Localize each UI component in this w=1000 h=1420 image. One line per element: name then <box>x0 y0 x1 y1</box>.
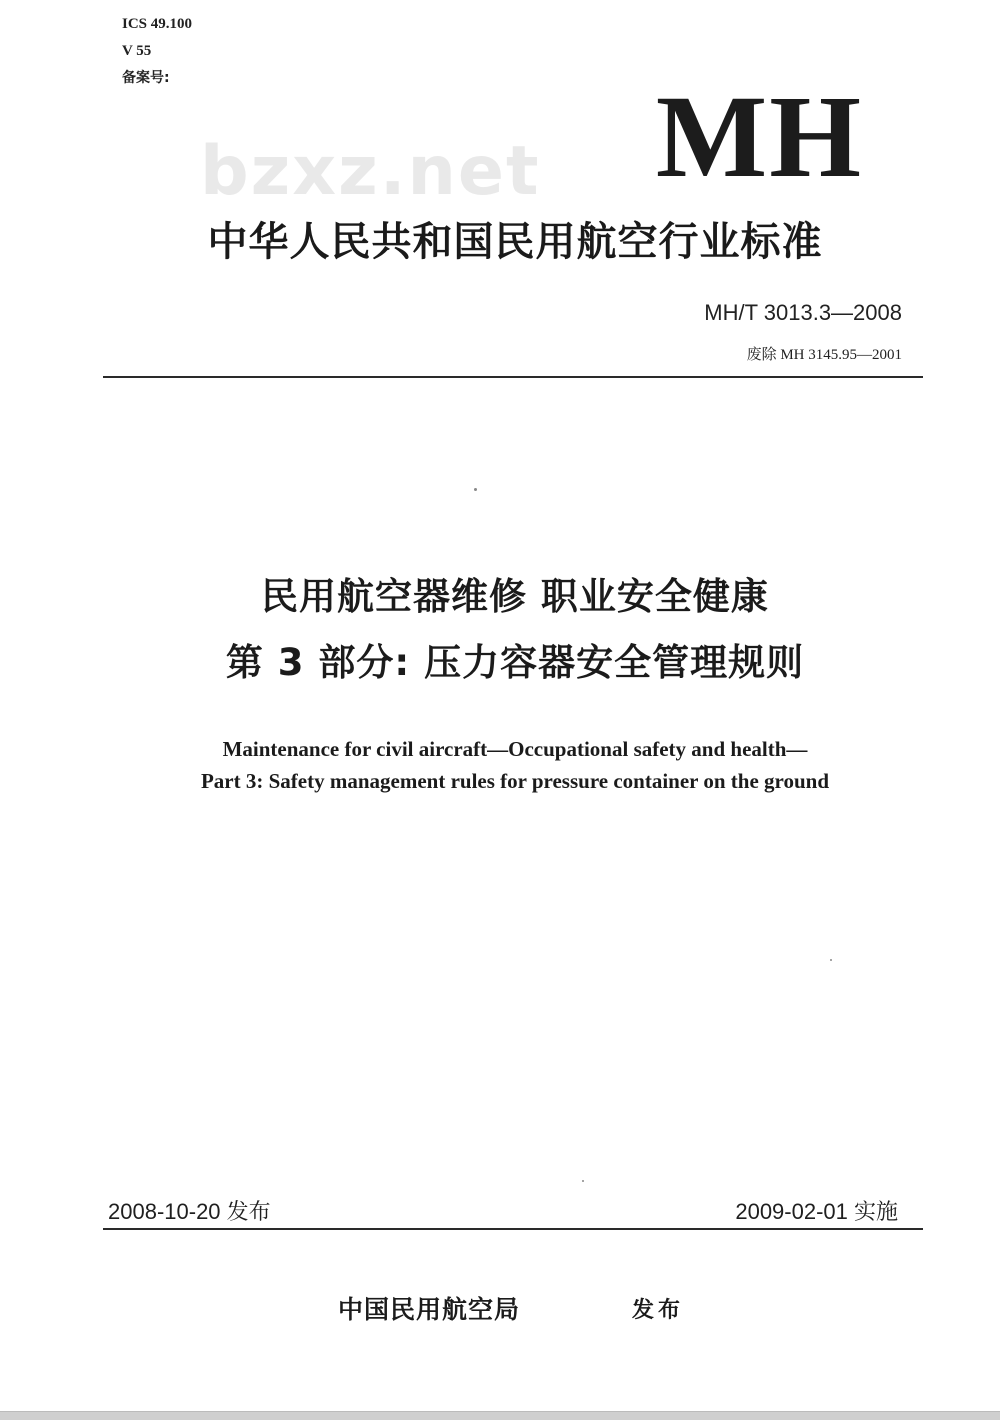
record-number-label: 备案号: <box>122 70 170 86</box>
title-cn-line-1: 民用航空器维修 职业安全健康 <box>261 575 769 618</box>
classification-code: V 55 <box>122 43 152 59</box>
publisher-name: 中国民用航空局 <box>338 1295 521 1324</box>
issuing-authority-title: 中华人民共和国民用航空行业标准 <box>207 219 823 265</box>
mh-logo: MH <box>655 71 863 202</box>
bottom-divider <box>103 1228 923 1230</box>
issue-date: 2008-10-20 发布 <box>108 1199 271 1224</box>
page-bottom-edge <box>0 1411 1000 1420</box>
title-cn-line-2: 第 3 部分: 压力容器安全管理规则 <box>225 641 805 684</box>
scan-speck <box>830 959 832 961</box>
top-divider <box>103 376 923 378</box>
title-en-line-2: Part 3: Safety management rules for pressure container on the ground <box>200 769 829 793</box>
scan-speck <box>474 488 477 491</box>
title-en-line-1: Maintenance for civil aircraft—Occupational safety and health— <box>222 737 808 761</box>
implementation-date: 2009-02-01 实施 <box>735 1199 898 1224</box>
scan-speck <box>582 1180 584 1182</box>
publish-action: 发布 <box>632 1297 685 1323</box>
watermark: bzxz.net <box>200 132 541 211</box>
replaces-standard: 废除 MH 3145.95—2001 <box>746 347 902 363</box>
ics-code: ICS 49.100 <box>122 16 193 32</box>
standard-number: MH/T 3013.3—2008 <box>704 300 902 325</box>
